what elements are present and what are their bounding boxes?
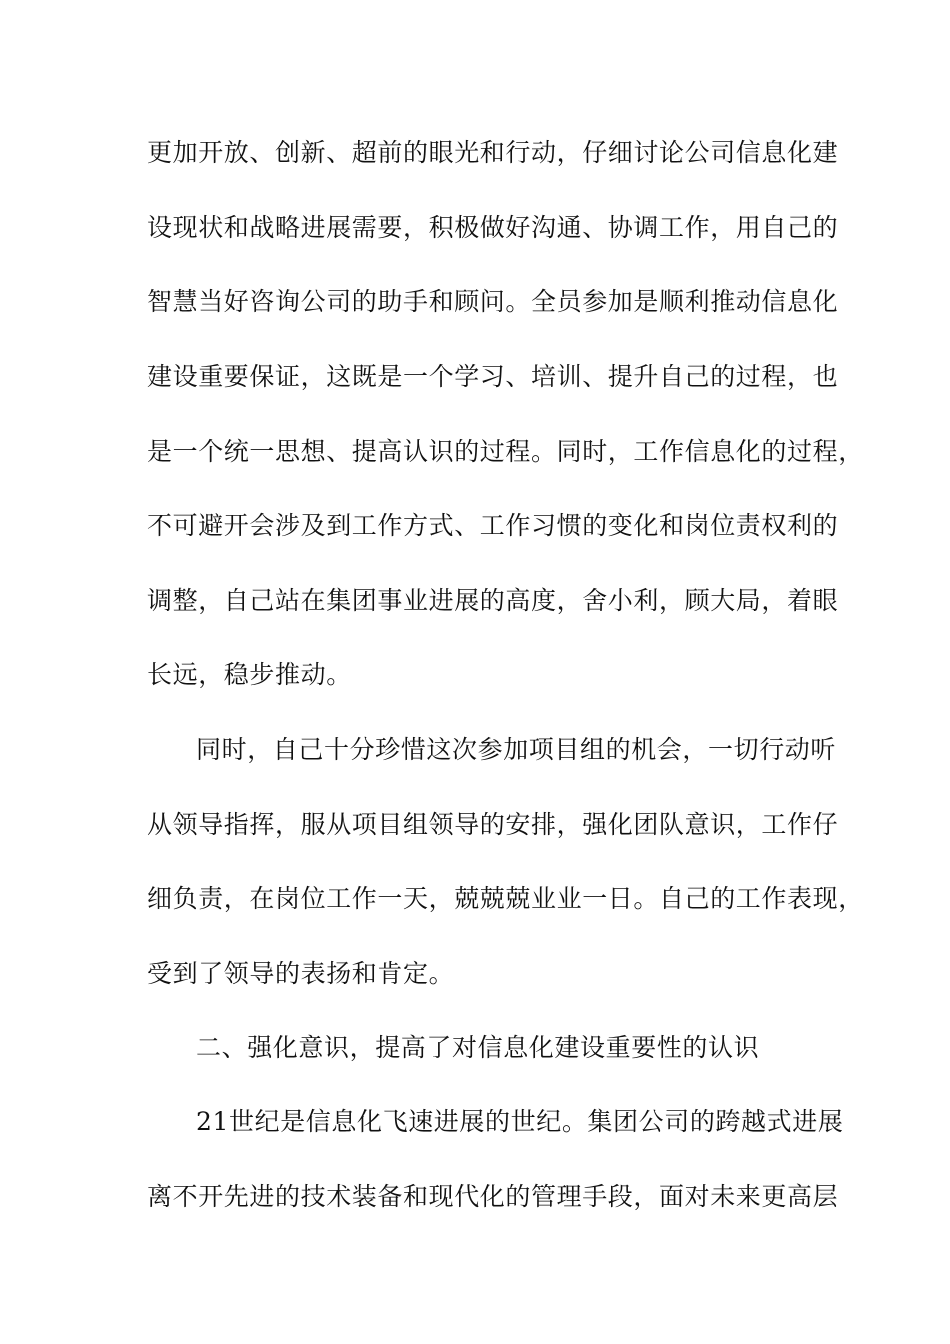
- paragraph-start-line: 21世纪是信息化飞速进展的世纪。集团公司的跨越式进展: [196, 1107, 844, 1136]
- section-heading: 二、强化意识，提高了对信息化建设重要性的认识: [196, 1033, 760, 1062]
- text-line: 更加开放、创新、超前的眼光和行动，仔细讨论公司信息化建: [147, 138, 839, 167]
- text-line: 是一个统一思想、提高认识的过程。同时，工作信息化的过程，: [147, 437, 864, 466]
- text-line: 离不开先进的技术装备和现代化的管理手段，面对未来更高层: [147, 1182, 839, 1211]
- text-line: 不可避开会涉及到工作方式、工作习惯的变化和岗位责权利的: [147, 511, 839, 540]
- text-line: 受到了领导的表扬和肯定。: [147, 959, 455, 988]
- text-line: 智慧当好咨询公司的助手和顾问。全员参加是顺利推动信息化: [147, 287, 839, 316]
- text-line: 长远，稳步推动。: [147, 660, 352, 689]
- text-line: 建设重要保证，这既是一个学习、培训、提升自己的过程，也: [147, 362, 839, 391]
- text-line: 从领导指挥，服从项目组领导的安排，强化团队意识，工作仔: [147, 810, 839, 839]
- text-line: 调整，自己站在集团事业进展的高度，舍小利，顾大局，着眼: [147, 586, 839, 615]
- text-line: 细负责，在岗位工作一天，兢兢兢业业一日。自己的工作表现，: [147, 884, 864, 913]
- text-line: 设现状和战略进展需要，积极做好沟通、协调工作，用自己的: [147, 213, 839, 242]
- paragraph-start-line: 同时，自己十分珍惜这次参加项目组的机会，一切行动听: [196, 735, 837, 764]
